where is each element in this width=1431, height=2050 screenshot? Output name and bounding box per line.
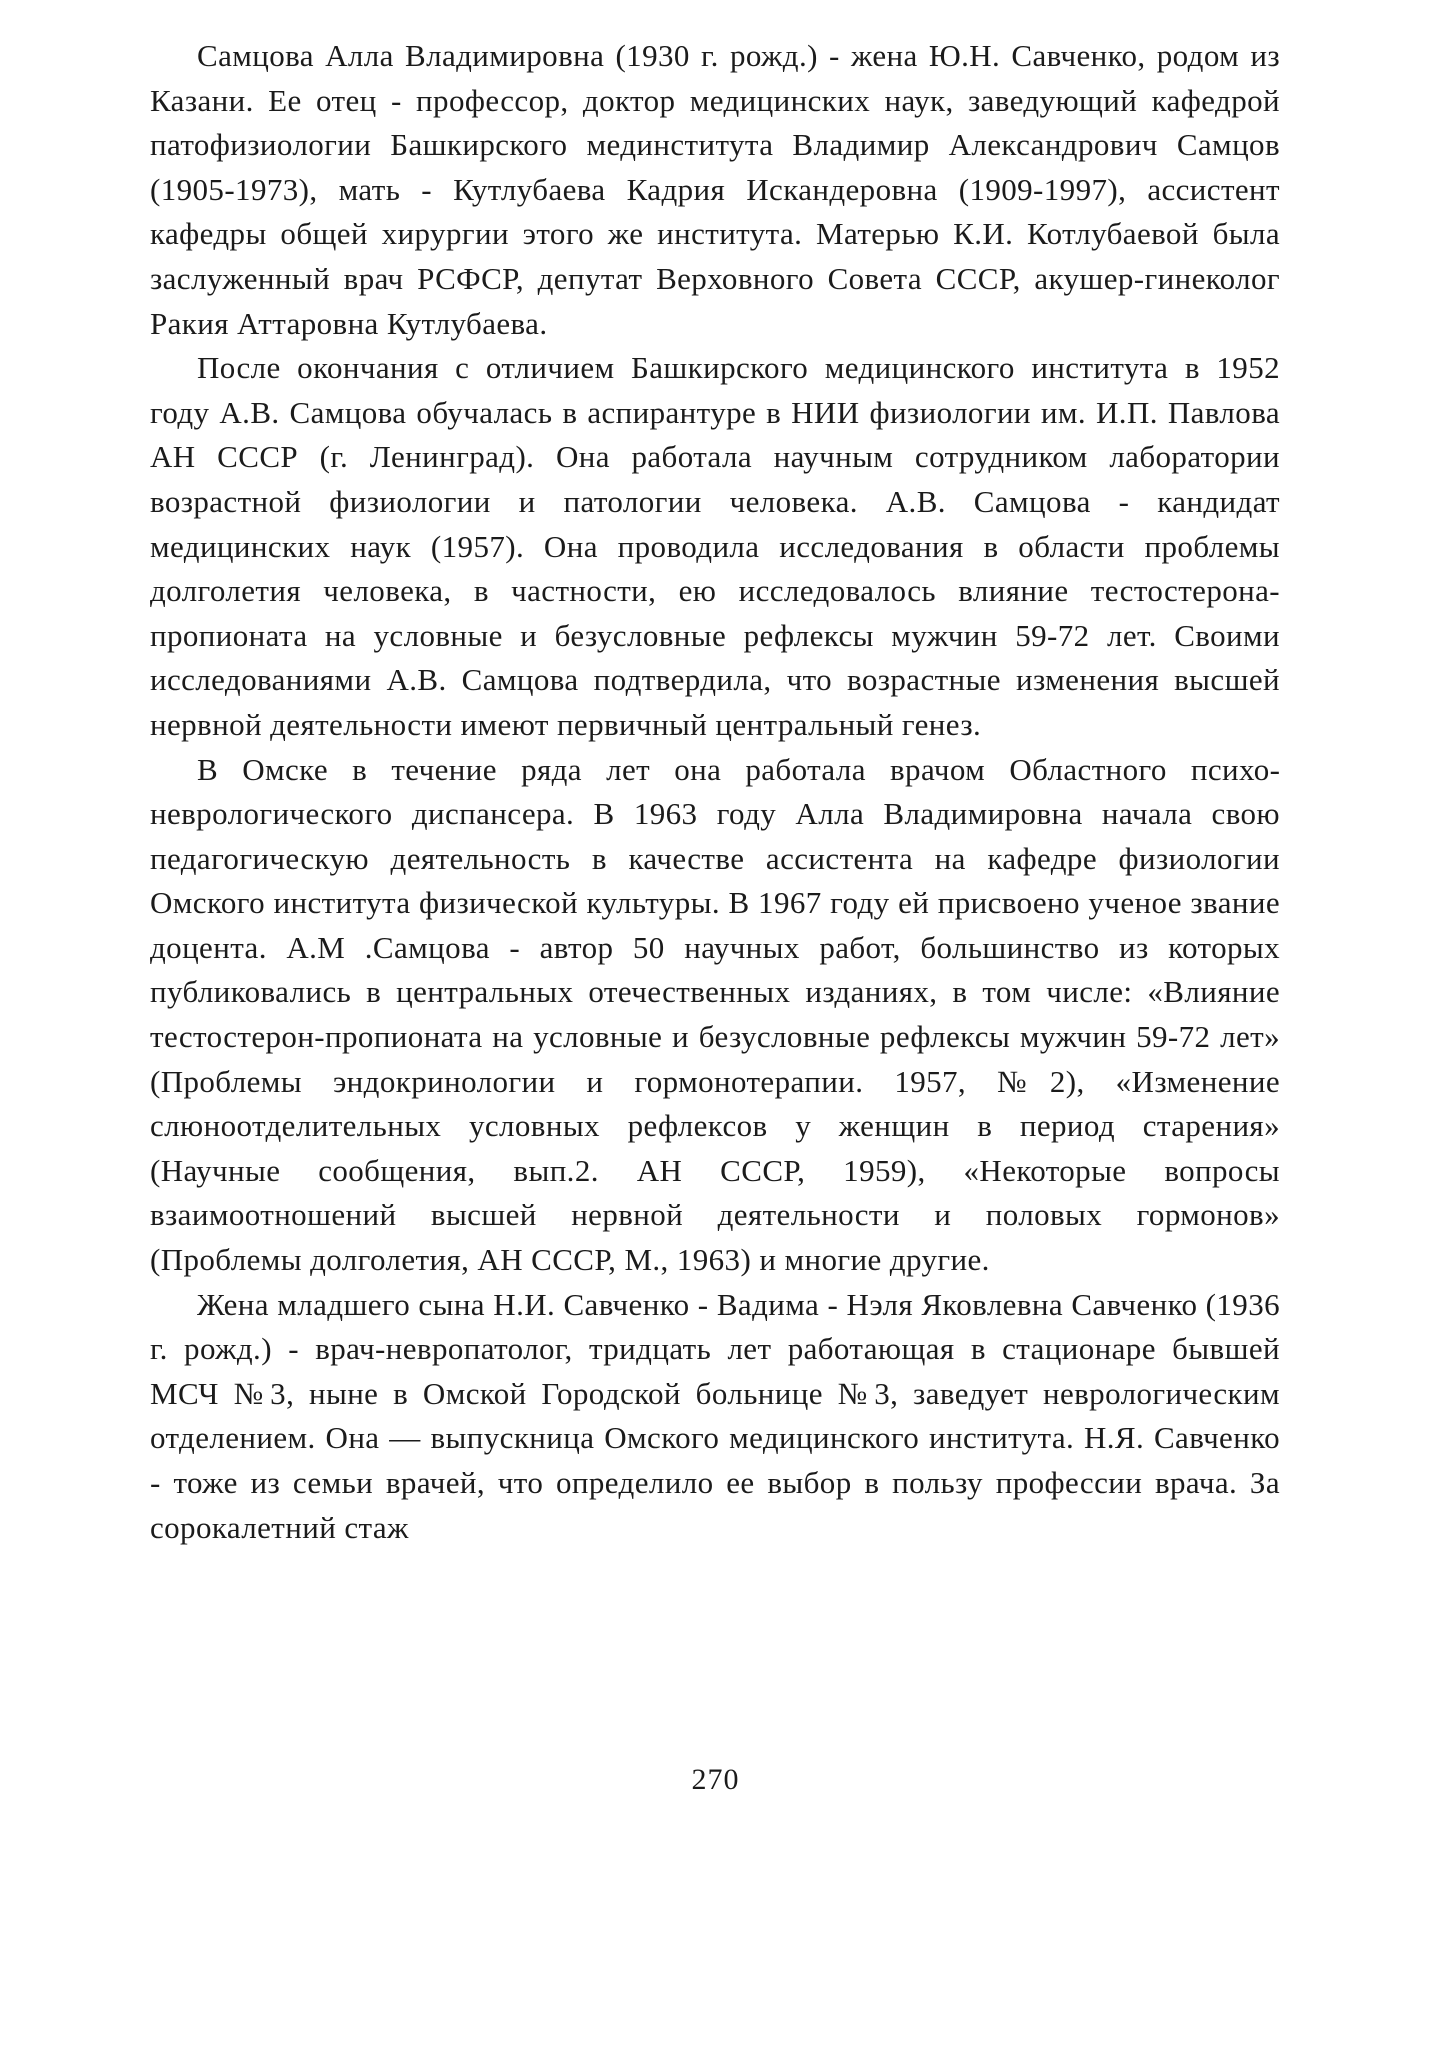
paragraph-samtsova-omsk-career: В Омске в течение ряда лет она работала врачом Областного психоневрологического диспансера. В 1963 году Алла Владимировна начала свою педагогическую деятельность в качестве ассистента на кафедре физиологии Омского института физической культуры. В 1967 году ей присвоено ученое звание доцента. А.М .Самцова - автор 50 научных работ, большинство из которых публиковались в центральных отечественных изданиях, в том числе: «Влияние тестостерон-пропионата на условные и безусловные рефлексы мужчин 59-72 лет» (Проблемы эндокринологии и гормонотерапии. 1957, №2), «Изменение слюноотделительных условных рефлексов у женщин в период старения» (Научные сообщения, вып.2. АН СССР, 1959), «Некоторые вопросы взаимоотношений высшей нервной деятельности и половых гормонов» (Проблемы долголетия, АН СССР, М., 1963) и многие другие.: [150, 751, 1280, 1278]
page-number: 270: [691, 1763, 740, 1796]
body-text: [150, 34, 1280, 1550]
paragraph-samtsova-biography: Самцова Алла Владимировна (1930 г. рожд.) - жена Ю.Н. Савченко, родом из Казани. Ее отец - профессор, доктор медицинских наук, заведующий кафедрой патофизиологии Башкирского мединститута Владимир Александрович Самцов (1905-1973), мать - Кутлубаева Кадрия Искандеровна (1909-1997), ассистент кафедры общей хирургии этого же института. Матерью К.И. Котлубаевой была заслуженный врач РСФСР, депутат Верховного Совета СССР, акушер-гинеколог Ракия Аттаровна Кутлубаева.: [150, 38, 1280, 341]
paragraph-samtsova-research: После окончания с отличием Башкирского медицинского института в 1952 году А.В. Самцова обучалась в аспирантуре в НИИ физиологии им. И.П. Павлова АН СССР (г. Ленинград). Она работала научным сотрудником лаборатории возрастной физиологии и патологии человека. А.В. Самцова - кандидат медицинских наук (1957). Она проводила исследования в области проблемы долголетия человека, в частности, ею исследовалось влияние тестостерона-пропионата на условные и безусловные рефлексы мужчин 59-72 лет. Своими исследованиями А.В. Самцова подтвердила, что возрастные изменения высшей нервной деятельности имеют первичный центральный генез.: [150, 350, 1280, 742]
paragraph-nelya-savchenko: Жена младшего сына Н.И. Савченко - Вадима - Нэля Яковлевна Савченко (1936 г. рожд.) - врач-невропатолог, тридцать лет работающая в стационаре бывшей МСЧ №3, ныне в Омской Городской больнице №3, заведует неврологическим отделением. Она — выпускница Омского медицинского института. Н.Я. Савченко - тоже из семьи врачей, что определило ее выбор в пользу профессии врача. За сорокалетний стаж: [150, 1286, 1280, 1545]
